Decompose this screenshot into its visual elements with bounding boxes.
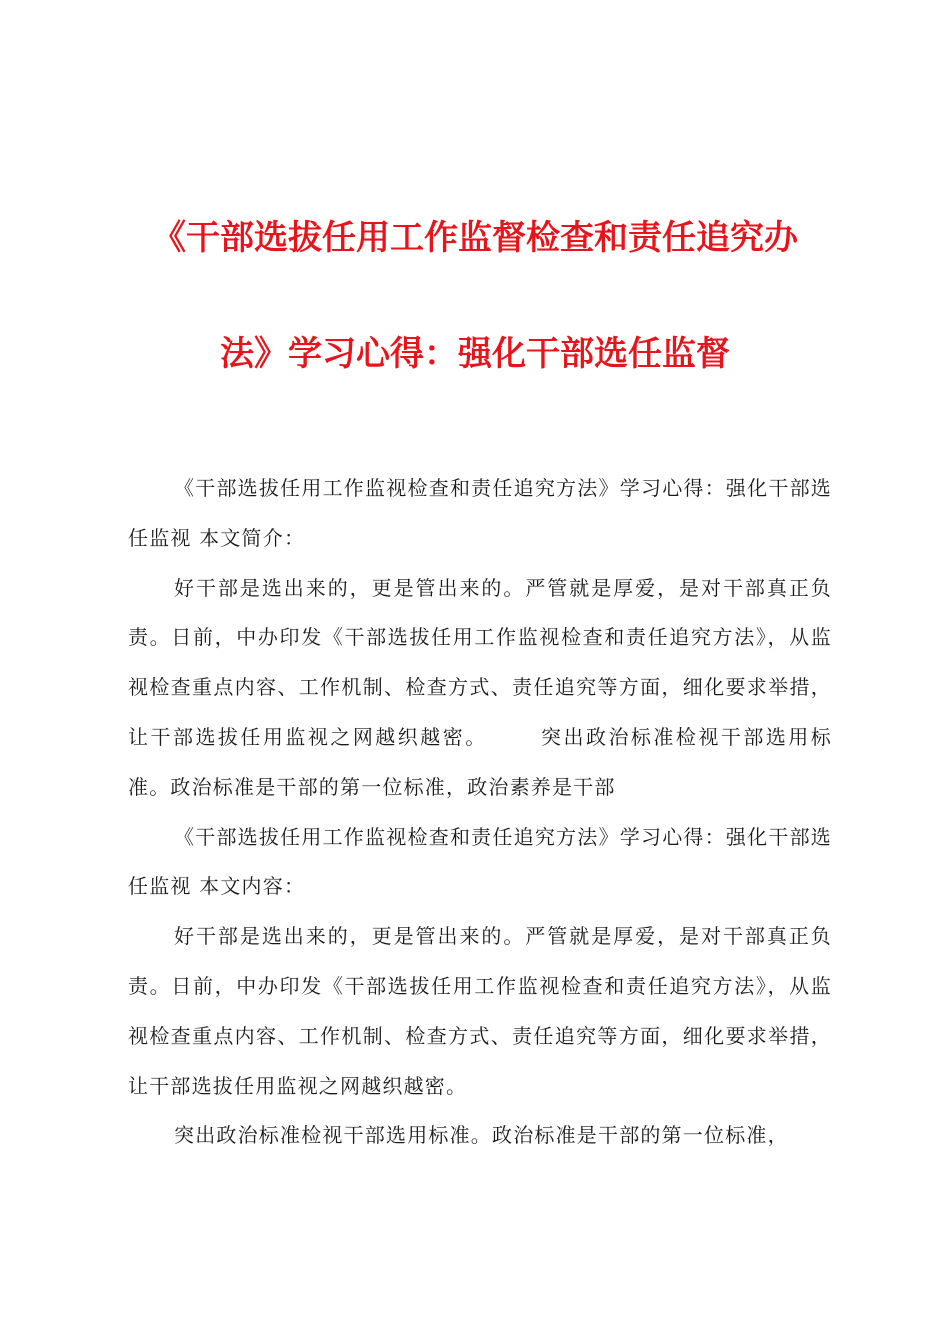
document-body — [128, 464, 832, 1161]
paragraph-intro-content: 《干部选拔任用工作监视检查和责任追究方法》学习心得：强化干部选任监视 本文内容： — [128, 824, 832, 899]
document-title-line-2: 法》学习心得：强化干部选任监督 — [220, 334, 730, 374]
paragraph-political-standard: 突出政治标准检视干部选用标准。政治标准是干部的第一位标准， — [174, 1123, 789, 1148]
paragraph-summary-body — [128, 564, 832, 813]
paragraph-intro-summary: 《干部选拔任用工作监视检查和责任追究方法》学习心得：强化干部选任监视 本文简介： — [128, 476, 832, 550]
paragraph-summary-text: 好干部是选出来的，更是管出来的。严管就是厚爱，是对干部真正负责。日前，中办印发《干部选拔任用工作监视检查和责任追究方法》，从监视检查重点内容、工作机制、检查方式、责任追究等方面，细化要求举措，让干部选拔任用监视之网越织越密。 — [128, 575, 832, 749]
paragraph-summary-continuation: 突出政治标准检视干部选用标准。政治标准是干部的第一位标准，政治素养是干部 — [128, 724, 832, 799]
document-title-line-1: 《干部选拔任用工作监督检查和责任追究办 — [152, 218, 798, 258]
paragraph-content-body: 好干部是选出来的，更是管出来的。严管就是厚爱，是对干部真正负责。日前，中办印发《干部选拔任用工作监视检查和责任追究方法》，从监视检查重点内容、工作机制、检查方式、责任追究等方面，细化要求举措，让干部选拔任用监视之网越织越密。 — [128, 924, 832, 1098]
